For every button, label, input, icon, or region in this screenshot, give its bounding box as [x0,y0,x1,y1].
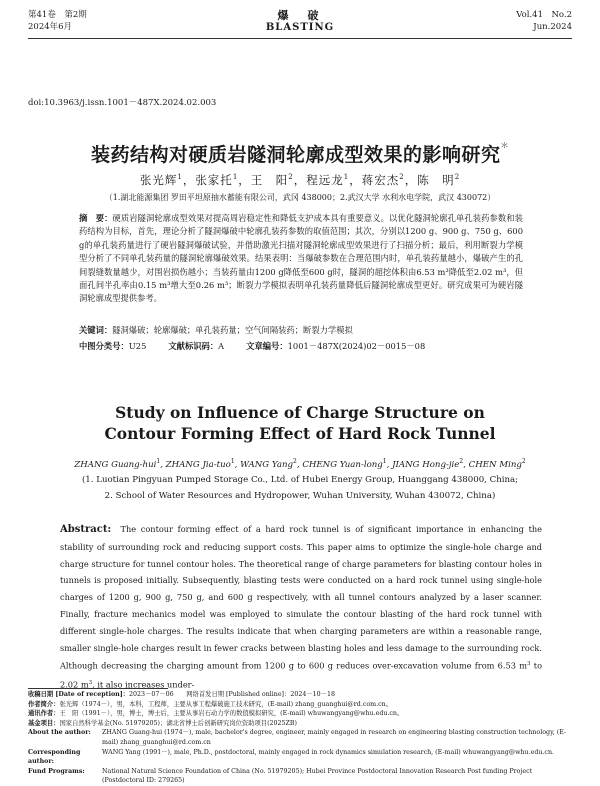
unit-superscript: 3 [88,679,93,686]
footnote-text: National Natural Science Foundation of China (No. 51979205); Hubei Province Postdoctoral Innovation Research Post funding Project (Postdoctoral ID: 279265) [102,767,533,785]
footnote-author-cn [28,700,572,710]
abstract-en [60,521,542,693]
title-en [0,402,600,444]
author-cn: 程远龙 [306,173,344,187]
authors-en: ZHANG Guang-hui$^1$, ZHANG Jia-tuo$^1$, WANG Yang$^2$, CHENG Yuan-long$^1$, JIANG Hong-jie$^2$, CHEN Ming$^2$ [74,458,526,470]
author-cn: 蒋宏杰 [361,173,400,187]
date-cn: 2024年6月 [28,22,73,32]
title-cn-footnote-mark: ＊ [500,141,509,150]
running-header-center [0,9,600,34]
author-cn-affil: 1 [343,173,350,182]
author-en: CHEN Ming [468,459,522,470]
keywords-cn-text: 隧洞爆破；轮廓爆破；单孔装药量；空气间隔装药；断裂力学模拟 [112,325,353,335]
clc-label: 中图分类号： [79,341,129,351]
volume-issue-cn: 第41卷 第2期 [28,10,87,20]
author-en: JIANG Hong-jie [392,459,460,470]
title-en-line: Study on Influence of Charge Structure on [115,403,485,422]
affiliation-en [0,472,600,504]
author-en-affil: 2 [459,458,464,465]
journal-name-en: BLASTING [265,22,335,33]
doc-code-value: A [218,341,225,351]
author-cn: 张光辉 [139,173,178,187]
footnote-text: 国家自然科学基金(No. 51979205)；湖北省博士后创新研究岗位资助项目(2025ZB) [59,719,298,727]
classification-row [79,340,523,353]
author-cn-affil: 2 [399,173,405,182]
header-rule [28,38,572,39]
footnote-label: 收稿日期 [Date of reception]： [28,691,130,698]
footnote-text: 王 阳（1991－），男，博士，博士后，主要从事岩石动力学的数值模拟研究，(E-mail) whuwangyang@whu.edu.cn。 [59,710,404,718]
author-cn: 王 阳 [250,173,289,187]
affiliation-cn: （1.湖北能源集团 罗田平坦原抽水蓄能有限公司，武冈 438000；2.武汉大学 水利水电学院，武汉 430072） [104,193,496,202]
footnote-fund-cn [28,719,572,729]
author-cn: 张家托 [195,173,233,187]
unit-superscript: 3 [526,661,531,668]
author-cn-affil: 2 [454,173,461,182]
doc-code-label: 文献标识码： [168,341,219,351]
author-cn: 陈 明 [417,173,455,187]
footnote-text: 2023－07－06 网络首发日期 [Published online]：2024－10－18 [129,691,335,698]
affiliation-en-line: (1. Luotian Pingyuan Pumped Storage Co., Ltd. of Hubei Energy Group, Huanggang 438000, China; [81,475,519,485]
abstract-en-label: Abstract: [60,524,112,535]
author-en: ZHANG Jia-tuo [165,459,231,470]
footnote-rule [28,688,168,689]
author-cn-affil: 1 [232,173,239,182]
keywords-cn [79,324,523,337]
authors-cn: 张光辉$^1$，张家托$^1$，王 阳$^2$，程远龙$^1$，蒋宏杰$^2$，陈 明$^2$ [139,173,461,187]
running-header-right [516,9,572,33]
author-en-affil: 1 [156,458,161,465]
author-en-affil: 2 [521,458,526,465]
footnote-label: Fund Programs: [28,767,85,775]
footnote-label: 作者简介： [28,700,60,708]
author-en-affil: 1 [382,458,387,465]
footnote-label: 基金项目： [28,719,60,727]
title-en-line: Contour Forming Effect of Hard Rock Tunnel [104,424,496,443]
title-cn [0,140,600,167]
author-cn-affil: 1 [177,173,183,182]
article-no-label: 文章编号： [246,341,288,351]
footnote-text: WANG Yang (1991－), male, Ph.D., postdoctoral, mainly engaged in rock dynamics simulation research, (E-mail) whuwangyang@whu.edu.cn. [102,748,555,756]
footnote-label: 通讯作者： [28,710,60,718]
abstract-en-text: to 2.02 m [60,661,542,690]
volume-issue-en: Vol.41 No.2 [516,10,572,20]
article-no-value: 1001－487X(2024)02－0015－08 [287,341,426,351]
footnote-reception [28,690,572,700]
footnote-author-en [28,728,572,747]
footnote-corresponding-cn [28,709,572,719]
date-en: Jun.2024 [533,22,572,32]
affiliation-en-line: 2. School of Water Resources and Hydropower, Wuhan University, Wuhan 430072, China) [104,491,496,501]
footnote-text: 张光辉（1974－），男，本科，工程师，主要从事工程爆破施工技术研究，(E-mail) zhang_guanghui@rd.com.cn。 [59,700,392,708]
doi[interactable]: doi:10.3963/j.issn.1001－487X.2024.02.003 [28,98,217,108]
journal-name-cn: 爆 破 [277,9,323,22]
clc-value: U25 [128,341,147,351]
footnote-fund-en [28,767,572,786]
footnote-text: ZHANG Guang-hui (1974－), male, bachelor's degree, engineer, mainly engaged in research on engineering blasting construction technology, (E-mail) zhang_guanghui@rd.com.cn [102,729,567,746]
abstract-cn-text: 硬质岩隧洞轮廓成型效果对提高周岩稳定性和降低支护成本具有重要意义。以优化隧洞轮廓孔单孔装药参数和装药结构为目标，首先，理论分析了隧洞爆破中轮廓孔装药参数的取值范围；其次，分别以1200 g、900 g、750 g、600 g的单孔装药量进行了硬岩隧洞爆破试验，并借助激光扫描对隧洞轮廓成型效果进行了扫描分析；最后，利用断裂力学模型分析了不同单孔装药量的隧洞轮廓爆破效果。结果表明：当爆破参数在合理范围内时，单孔装药量越小，爆破产生的孔间裂缝数量越少，对围岩损伤越小；当装药量由1200 g降低至600 g时，隧洞的超挖体积由6.53 m³降低至2.02 m³，但面孔间半孔率由0.15 m³增大至0.26 m³；断裂力学模拟表明单孔装药量降低后隧洞轮廓成型更好。研究成果可为硬岩隧洞轮廓成型提供参考。 [79,213,523,304]
author-en-affil: 1 [230,458,235,465]
abstract-en-text: The contour forming effect of a hard rock tunnel is of significant importance in enhancing the stability of surrounding rock and reducing support costs. This paper aims to optimize the single-hole charge and charge structure for tunnel contour holes. The theoretical range of charge parameters for blasting contour holes in tunnels is proposed initially. Subsequently, blasting tests were conducted on a hard rock tunnel using single-hole charges of 1200 g, 900 g, 750 g, and 600 g respectively, with all tunnel contours analyzed by a laser scanner. Finally, fracture mechanics model was employed to simulate the contour blasting of the hard rock tunnel with different single-hole charges. The results indicate that when charging parameters are within a reasonable range, smaller single-hole charges result in fewer cracks between blasting holes and less damage to the surrounding rock. Although decreasing the charging amount from 1200 g to 600 g reduces over-excavation volume from 6.53 m [60,524,542,672]
footnotes [28,690,572,786]
author-en-affil: 2 [293,458,297,465]
abstract-cn [79,212,523,306]
author-en: CHENG Yuan-long [302,459,383,470]
footnote-label: Corresponding author: [28,748,81,766]
footnote-corresponding-en [28,748,572,767]
footnote-label: About the author: [28,729,91,737]
author-en: ZHANG Guang-hui [74,459,157,470]
abstract-cn-label: 摘 要： [79,213,113,223]
abstract-en-text: , it also increases under- [92,679,195,690]
author-cn-affil: 2 [288,173,294,182]
title-cn-text: 装药结构对硬质岩隧洞轮廓成型效果的影响研究 [90,144,501,166]
keywords-cn-label: 关键词： [79,325,113,335]
author-en: WANG Yang [240,459,294,470]
